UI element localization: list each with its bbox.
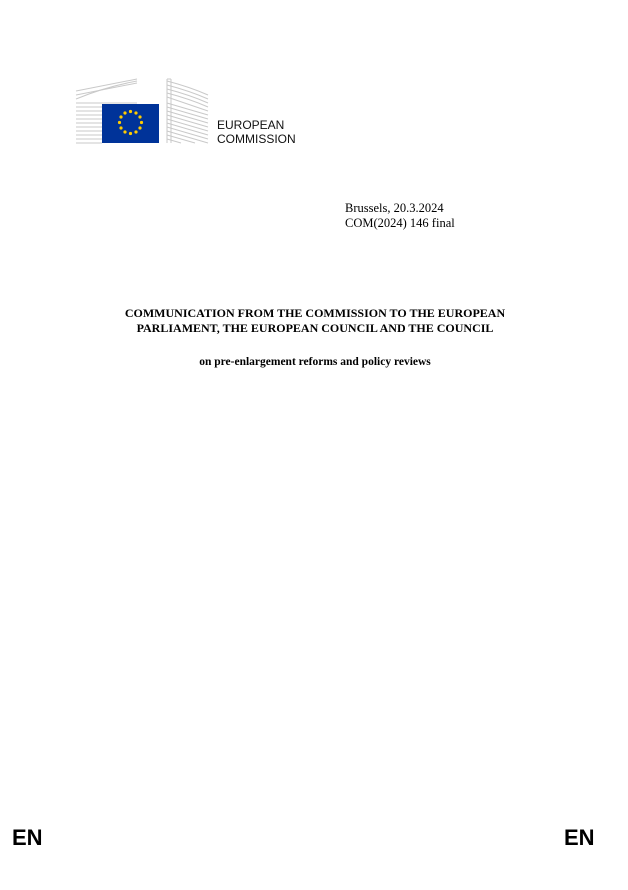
place-date: Brussels, 20.3.2024: [345, 201, 444, 215]
document-number: COM(2024) 146 final: [345, 216, 455, 230]
organization-name: [217, 118, 296, 146]
org-name-line2: COMMISSION: [217, 132, 296, 146]
org-name-line1: EUROPEAN: [217, 118, 285, 132]
language-code-right: EN: [564, 825, 595, 850]
berlaymont-flag-icon: [75, 77, 210, 145]
european-commission-logo: [75, 77, 210, 145]
title-line2: PARLIAMENT, THE EUROPEAN COUNCIL AND THE COUNCIL: [136, 321, 494, 335]
document-reference: [345, 201, 455, 231]
document-title: [60, 306, 570, 336]
language-code-left: EN: [12, 825, 43, 850]
document-subtitle: on pre-enlargement reforms and policy reviews: [199, 356, 431, 368]
title-line1: COMMUNICATION FROM THE COMMISSION TO THE EUROPEAN: [124, 306, 506, 320]
